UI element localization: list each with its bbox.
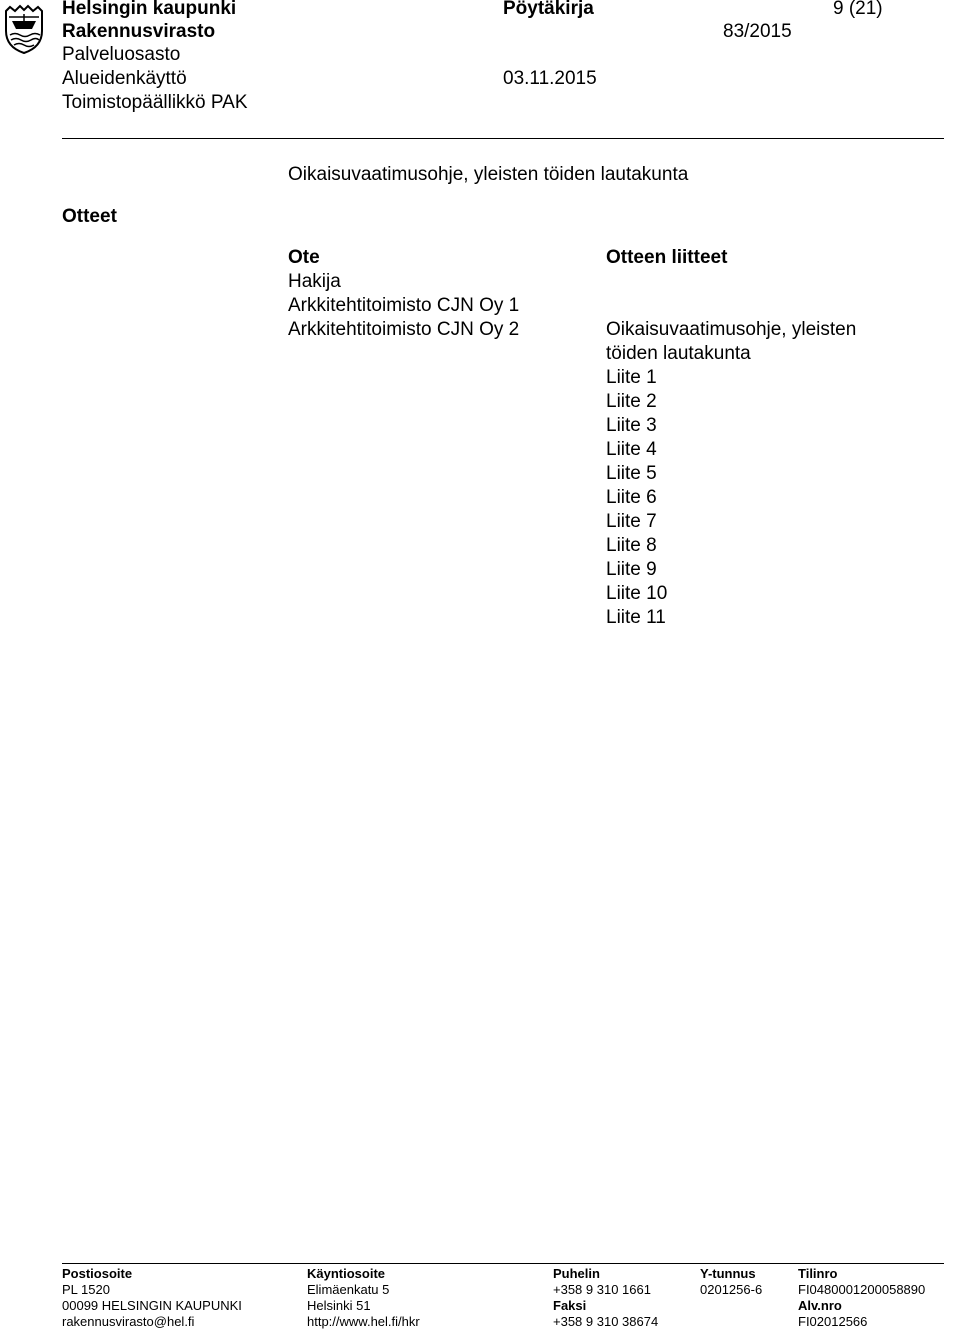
area-name: Alueidenkäyttö bbox=[62, 68, 187, 89]
list-item: Liite 9 bbox=[606, 559, 657, 580]
document-date: 03.11.2015 bbox=[503, 68, 597, 89]
page-number: 9 (21) bbox=[833, 0, 883, 19]
vat-value: FI02012566 bbox=[798, 1314, 868, 1329]
attachment-list bbox=[606, 318, 856, 630]
list-item: Liite 10 bbox=[606, 583, 668, 604]
footer-phone bbox=[553, 1266, 658, 1330]
business-id-value: 0201256-6 bbox=[700, 1282, 763, 1297]
list-item: Liite 6 bbox=[606, 487, 657, 508]
postal-line: PL 1520 bbox=[62, 1282, 110, 1297]
visit-url: http://www.hel.fi/hkr bbox=[307, 1314, 420, 1329]
city-name: Helsingin kaupunki bbox=[62, 0, 237, 19]
recipients-block bbox=[288, 246, 519, 342]
section-label: Otteet bbox=[62, 206, 117, 227]
department-name: Rakennusvirasto bbox=[62, 21, 216, 42]
vat-label: Alv.nro bbox=[798, 1298, 842, 1313]
instruction-title: Oikaisuvaatimusohje, yleisten töiden lautakunta bbox=[288, 164, 689, 185]
recipient-list bbox=[288, 270, 519, 342]
footer-divider bbox=[62, 1263, 944, 1264]
list-item: Liite 1 bbox=[606, 367, 657, 388]
list-item: Liite 3 bbox=[606, 415, 657, 436]
list-item: töiden lautakunta bbox=[606, 343, 751, 364]
list-item: Liite 7 bbox=[606, 511, 657, 532]
phone-value: +358 9 310 1661 bbox=[553, 1282, 651, 1297]
header-divider bbox=[62, 138, 944, 139]
postal-line: 00099 HELSINGIN KAUPUNKI bbox=[62, 1298, 242, 1313]
attachments-heading: Otteen liitteet bbox=[606, 247, 728, 268]
footer-postal bbox=[62, 1266, 242, 1330]
footer-account bbox=[798, 1266, 925, 1330]
list-item: Hakija bbox=[288, 271, 341, 292]
postal-email: rakennusvirasto@hel.fi bbox=[62, 1314, 195, 1329]
ote-heading: Ote bbox=[288, 247, 320, 268]
service-name: Palveluosasto bbox=[62, 44, 181, 65]
document-type: Pöytäkirja bbox=[503, 0, 594, 19]
helsinki-crest-logo bbox=[2, 3, 46, 55]
fax-value: +358 9 310 38674 bbox=[553, 1314, 659, 1329]
document-number: 83/2015 bbox=[723, 21, 792, 42]
footer-business-id bbox=[700, 1266, 762, 1298]
list-item: Liite 5 bbox=[606, 463, 657, 484]
account-label: Tilinro bbox=[798, 1266, 838, 1281]
visit-label: Käyntiosoite bbox=[307, 1266, 386, 1281]
list-item: Liite 8 bbox=[606, 535, 657, 556]
list-item: Liite 11 bbox=[606, 607, 666, 628]
footer-visit bbox=[307, 1266, 420, 1330]
list-item: Liite 4 bbox=[606, 439, 657, 460]
visit-line: Elimäenkatu 5 bbox=[307, 1282, 390, 1297]
list-item: Liite 2 bbox=[606, 391, 657, 412]
account-value: FI0480001200058890 bbox=[798, 1282, 926, 1297]
list-item: Arkkitehtitoimisto CJN Oy 2 bbox=[288, 319, 520, 340]
phone-label: Puhelin bbox=[553, 1266, 600, 1281]
visit-line: Helsinki 51 bbox=[307, 1298, 371, 1313]
list-item: Oikaisuvaatimusohje, yleisten bbox=[606, 319, 857, 340]
fax-label: Faksi bbox=[553, 1298, 587, 1313]
official-title: Toimistopäällikkö PAK bbox=[62, 92, 248, 113]
list-item: Arkkitehtitoimisto CJN Oy 1 bbox=[288, 295, 520, 316]
postal-label: Postiosoite bbox=[62, 1266, 133, 1281]
business-id-label: Y-tunnus bbox=[700, 1266, 756, 1281]
